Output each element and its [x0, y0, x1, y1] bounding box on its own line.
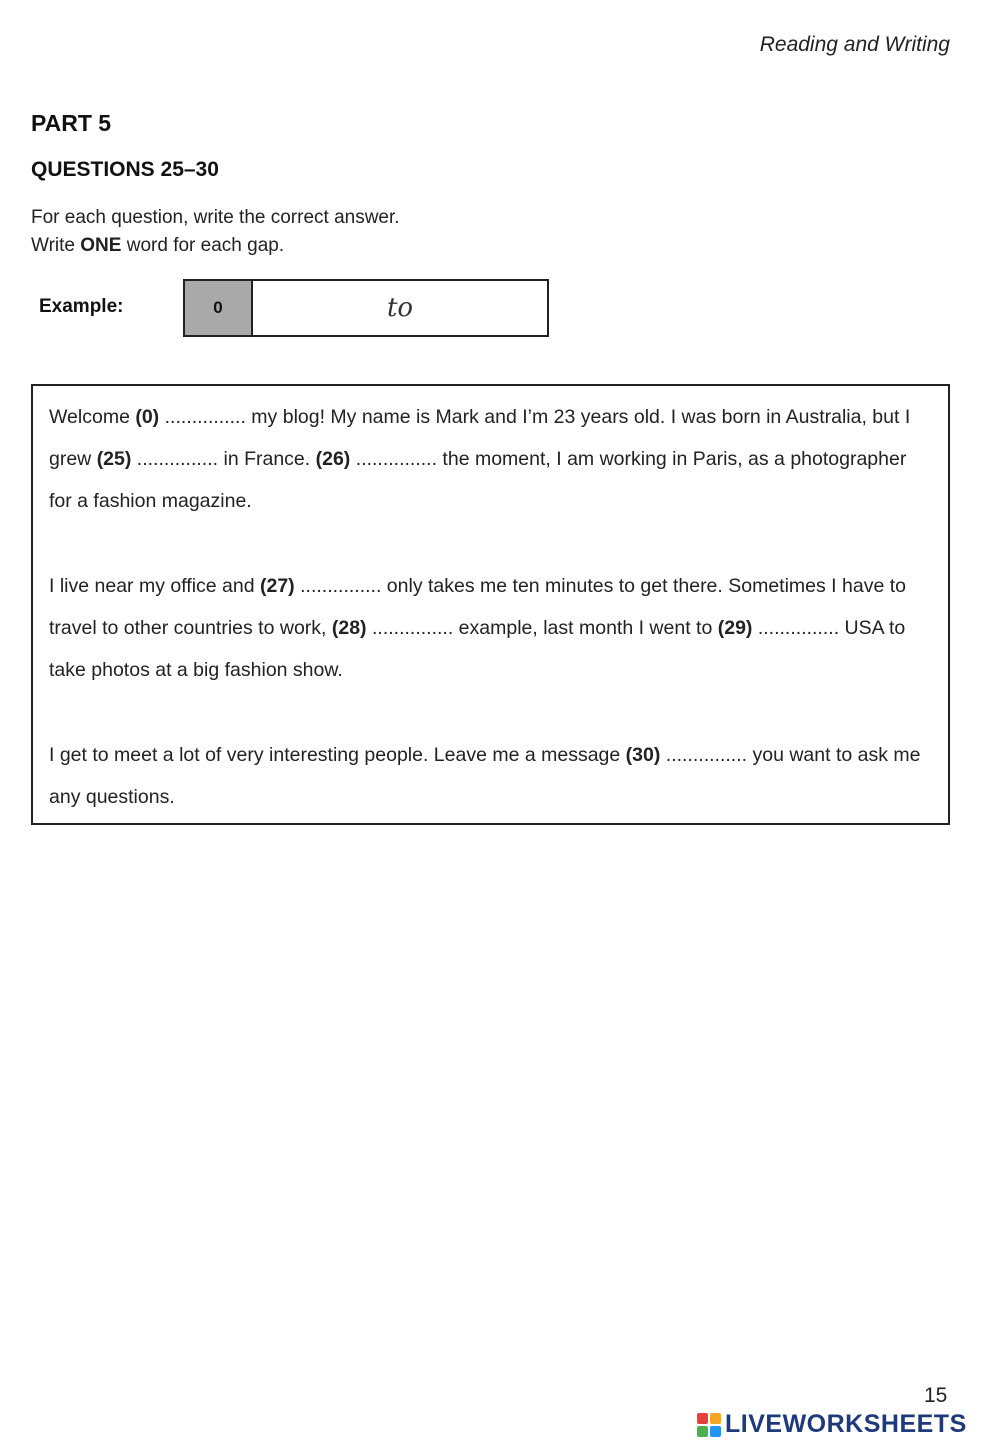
gap-number: (27) — [260, 575, 295, 597]
text-segment: the moment, I am working in Paris, as a photographer for a fashion magazine. — [49, 448, 907, 512]
gap-number: (26) — [315, 448, 351, 470]
example-label: Example: — [39, 296, 124, 317]
text-segment: you want to ask me any questions. — [49, 744, 921, 808]
example-number-cell: 0 — [185, 281, 253, 335]
paragraph-1 — [49, 396, 929, 522]
gap-30[interactable]: ............... — [665, 744, 748, 766]
gap-27[interactable]: ............... — [300, 575, 382, 597]
instruction-line-2 — [31, 232, 400, 260]
instruction-text: word for each gap. — [121, 235, 285, 256]
logo-square — [710, 1413, 721, 1424]
page-number: 15 — [924, 1384, 948, 1407]
liveworksheets-watermark — [697, 1410, 967, 1439]
instruction-line-1: For each question, write the correct answer. — [31, 207, 400, 228]
watermark-text: LIVEWORKSHEETS — [725, 1410, 967, 1438]
instruction-emphasis: ONE — [80, 235, 122, 256]
text-segment: I get to meet a lot of very interesting people. Leave me a message — [49, 744, 626, 766]
gap-number: (29) — [717, 617, 753, 639]
gap-number: (25) — [96, 448, 132, 470]
gap-26[interactable]: ............... — [355, 448, 438, 470]
logo-square — [697, 1413, 708, 1424]
text-segment: Welcome — [49, 406, 136, 428]
logo-square — [710, 1426, 721, 1437]
gap-number: (0) — [135, 406, 160, 428]
gap-29[interactable]: ............... — [757, 617, 840, 639]
gap-28[interactable]: ............... — [371, 617, 454, 639]
text-segment: I live near my office and — [49, 575, 260, 597]
text-segment: USA to take photos at a big fashion show. — [49, 617, 906, 681]
example-answer-cell: to — [386, 293, 414, 323]
blog-text-box — [31, 384, 950, 825]
text-segment: example, last month I went to — [453, 617, 718, 639]
section-header: Reading and Writing — [759, 33, 950, 56]
text-segment: only takes me ten minutes to get there. Sometimes I have to travel to other countries to work, — [49, 575, 906, 639]
gap-number: (28) — [331, 617, 367, 639]
questions-title: QUESTIONS 25–30 — [31, 158, 219, 181]
paragraph-2 — [49, 565, 929, 691]
logo-square — [697, 1426, 708, 1437]
liveworksheets-logo-icon — [697, 1413, 721, 1437]
gap-25[interactable]: ............... — [136, 448, 219, 470]
example-answer-box — [183, 279, 549, 337]
text-segment: my blog! My name is Mark and I’m 23 years old. I was born in Australia, but I grew — [49, 406, 911, 470]
gap-number: (30) — [625, 744, 661, 766]
paragraph-3 — [49, 734, 929, 818]
text-segment: in France. — [218, 448, 316, 470]
gap-0: ............... — [164, 406, 246, 428]
instruction-text: Write — [31, 235, 81, 256]
part-title: PART 5 — [31, 110, 112, 136]
instructions — [31, 204, 400, 260]
